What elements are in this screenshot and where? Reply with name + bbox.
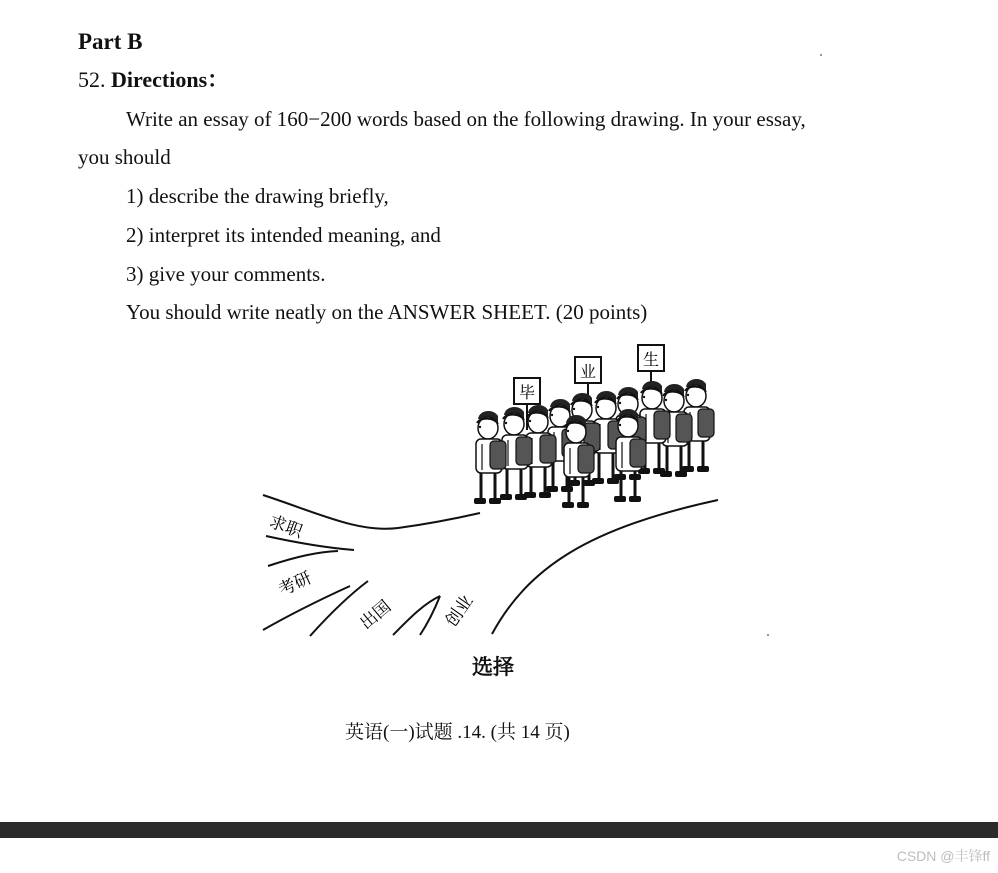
directions-title: Directions [111, 67, 208, 92]
page-footer: 英语(一)试题 .14. (共 14 页) [345, 722, 570, 743]
sign-ye-label: 业 [579, 362, 597, 381]
intro-line-2: you should [78, 145, 171, 169]
path-label-abroad: 出国 [356, 596, 396, 634]
drawing-caption: 选择 [472, 655, 514, 679]
scan-speck [820, 54, 822, 56]
cartoon-drawing [258, 338, 728, 688]
closing-instruction: You should write neatly on the ANSWER SHEET. (20 points) [126, 300, 648, 324]
question-number: 52. [78, 67, 106, 92]
instruction-item-3: 3) give your comments. [126, 262, 326, 286]
path-label-graduate-exam: 考研 [275, 568, 315, 601]
scan-speck [767, 634, 769, 636]
part-heading: Part B [78, 29, 143, 54]
footer-bar [0, 822, 998, 838]
path-label-startup: 创业 [441, 591, 478, 631]
watermark: CSDN @丰锋ff [896, 848, 990, 864]
sign-bi-label: 毕 [518, 383, 536, 402]
sign-sheng-label: 生 [642, 350, 660, 369]
directions-colon: ： [207, 67, 230, 92]
road-lines [263, 495, 718, 636]
path-labels [266, 512, 477, 634]
question-header [78, 69, 229, 91]
intro-line-1: Write an essay of 160−200 words based on the following drawing. In your essay, [126, 107, 806, 131]
instruction-item-1: 1) describe the drawing briefly, [126, 184, 389, 208]
instruction-item-2: 2) interpret its intended meaning, and [126, 223, 441, 247]
path-label-job: 求职 [266, 511, 306, 543]
graduates-crowd [474, 379, 714, 508]
